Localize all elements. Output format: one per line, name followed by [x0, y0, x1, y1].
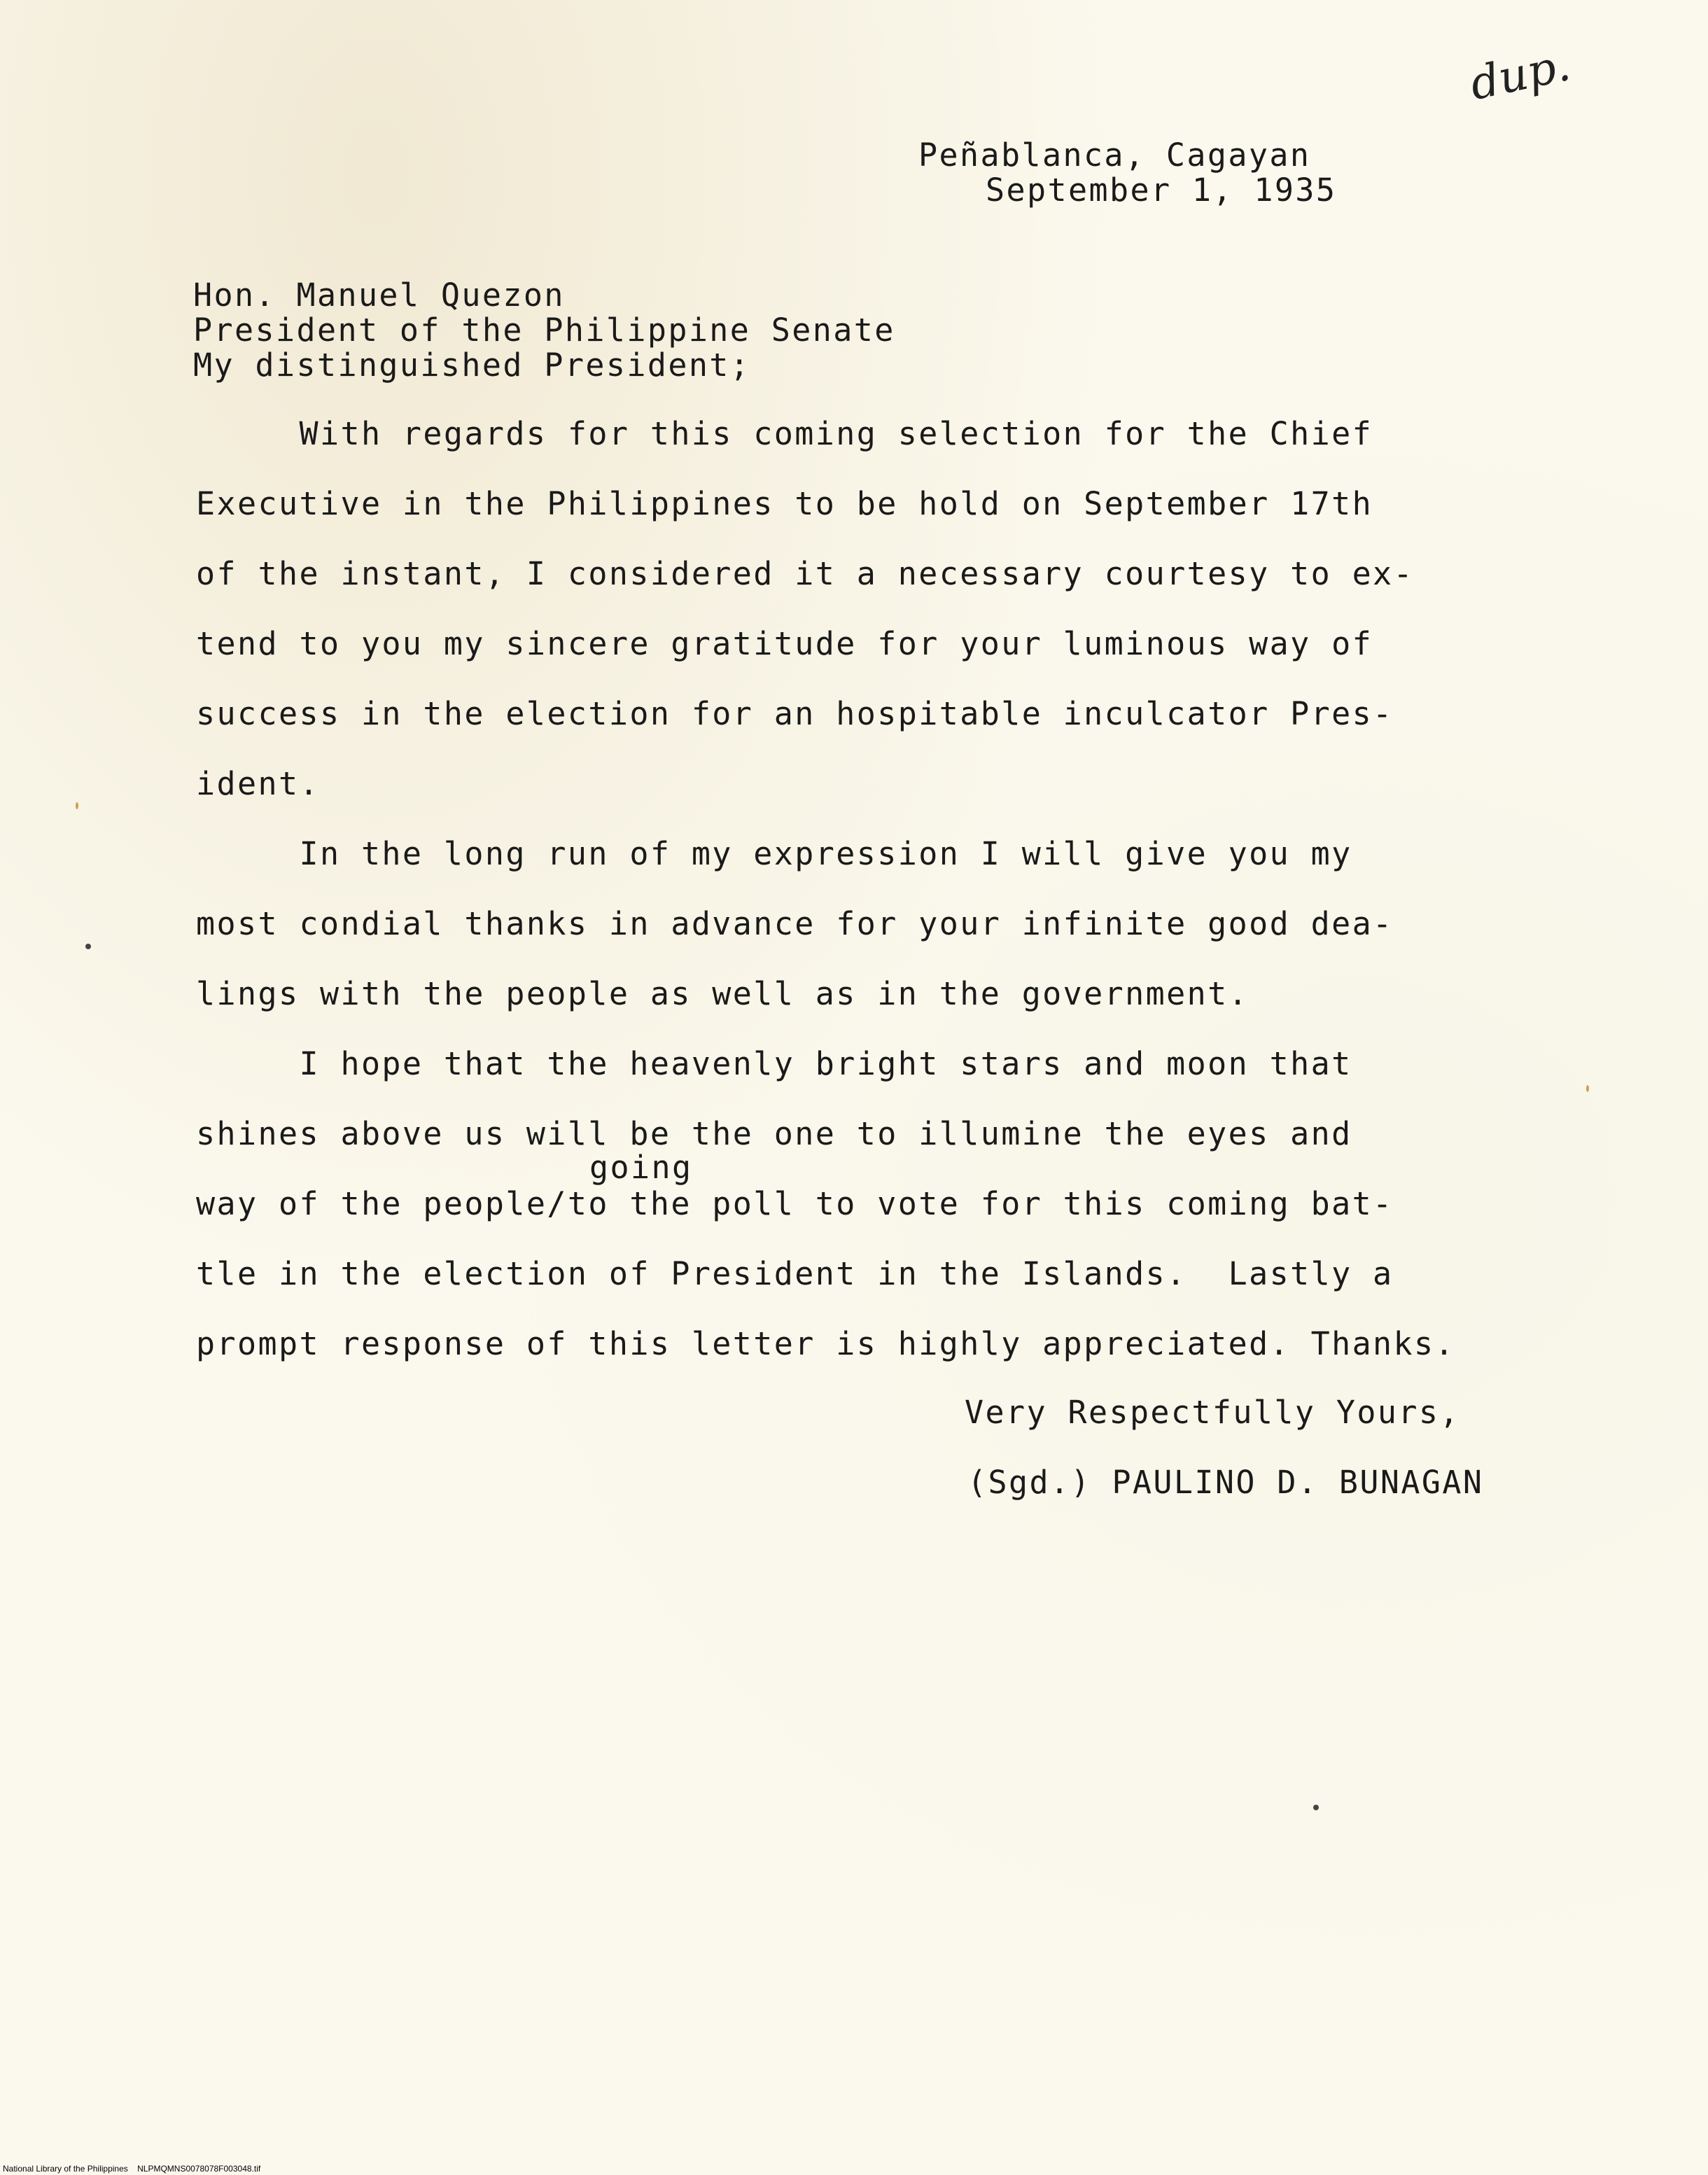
recipient-name: Hon. Manuel Quezon: [193, 277, 565, 314]
paper-speck: [76, 802, 78, 809]
inserted-word: going: [589, 1149, 693, 1186]
paper-speck: [85, 944, 91, 949]
salutation: My distinguished President;: [193, 347, 751, 384]
body-line: lings with the people as well as in the government.: [196, 975, 1250, 1012]
body-line: I hope that the heavenly bright stars and moon that: [196, 1045, 1352, 1082]
letter-date: September 1, 1935: [986, 172, 1337, 209]
archive-footer: National Library of the Philippines NLPMQMNS0078078F003048.tif: [3, 2164, 261, 2174]
body-line: Executive in the Philippines to be hold on September 17th: [196, 485, 1373, 522]
body-line: With regards for this coming selection for the Chief: [196, 415, 1373, 452]
body-line: success in the election for an hospitable inculcator Pres-: [196, 695, 1394, 732]
closing: Very Respectfully Yours,: [965, 1394, 1460, 1431]
body-line: of the instant, I considered it a necessary courtesy to ex-: [196, 555, 1415, 592]
body-line: ident.: [196, 765, 320, 802]
body-line: prompt response of this letter is highly appreciated. Thanks.: [196, 1325, 1456, 1362]
handwritten-annotation: dup.: [1465, 39, 1575, 111]
body-line: way of the people/to the poll to vote for this coming bat-: [196, 1185, 1394, 1222]
body-line: tend to you my sincere gratitude for your luminous way of: [196, 625, 1373, 662]
body-line: In the long run of my expression I will give you my: [196, 835, 1352, 872]
body-line: shines above us will be the one to illumine the eyes and: [196, 1115, 1352, 1152]
body-line: most condial thanks in advance for your infinite good dea-: [196, 905, 1394, 942]
signature: (Sgd.) PAULINO D. BUNAGAN: [967, 1464, 1484, 1501]
body-line: tle in the election of President in the Islands. Lastly a: [196, 1255, 1394, 1292]
letter-place: Peñablanca, Cagayan: [918, 137, 1311, 174]
paper-speck: [1313, 1805, 1319, 1810]
paper-speck: [1586, 1085, 1589, 1092]
recipient-title: President of the Philippine Senate: [193, 312, 895, 349]
